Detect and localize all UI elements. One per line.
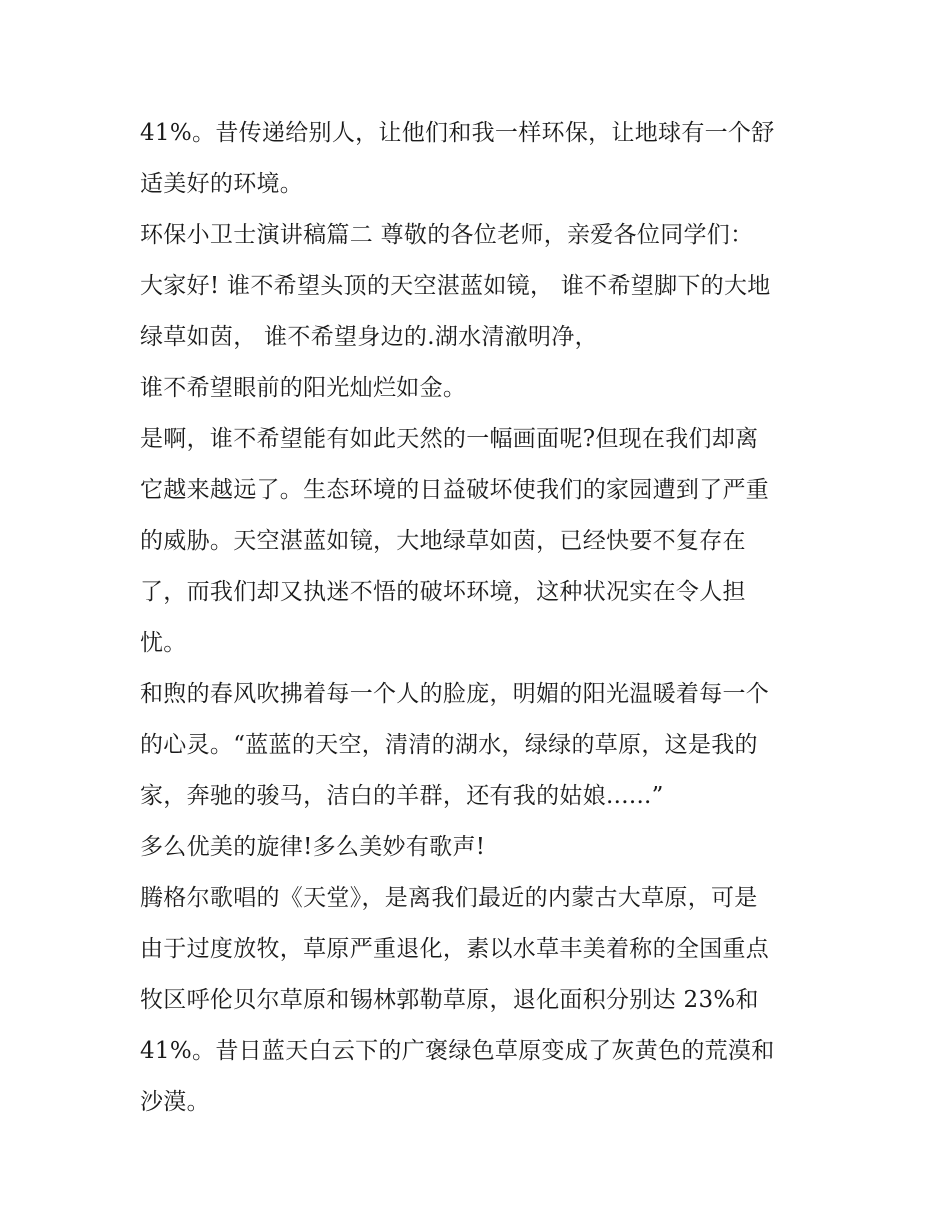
text-line: 的威胁。天空湛蓝如镜，大地绿草如茵，已经快要不复存在 bbox=[140, 528, 746, 554]
text-line: 的心灵。“蓝蓝的天空，清清的湖水，绿绿的草原，这是我的 bbox=[140, 732, 758, 758]
text-line: 由于过度放牧，草原严重退化，素以水草丰美着称的全国重点 bbox=[140, 936, 770, 962]
text-line: 41%。昔日蓝天白云下的广褒绿色草原变成了灰黄色的荒漠和 bbox=[140, 1038, 775, 1064]
text-line: 41%。昔传递给别人，让他们和我一样环保，让地球有一个舒 bbox=[140, 120, 775, 146]
text-line: 和煦的春风吹拂着每一个人的脸庞，明媚的阳光温暖着每一个 bbox=[140, 681, 770, 707]
text-line: 绿草如茵， 谁不希望身边的.湖水清澈明净， bbox=[140, 324, 598, 350]
text-line: 大家好! 谁不希望头顶的天空湛蓝如镜， 谁不希望脚下的大地 bbox=[140, 273, 771, 299]
text-line: 谁不希望眼前的阳光灿烂如金。 bbox=[140, 375, 467, 401]
text-line: 了，而我们却又执迷不悟的破坏环境，这种状况实在令人担 bbox=[140, 579, 746, 605]
text-line: 是啊，谁不希望能有如此天然的一幅画面呢?但现在我们却离 bbox=[140, 426, 759, 452]
text-line: 腾格尔歌唱的《天堂》，是离我们最近的内蒙古大草原，可是 bbox=[140, 885, 758, 911]
text-line: 它越来越远了。生态环境的日益破坏使我们的家园遭到了严重 bbox=[140, 477, 770, 503]
text-line: 多么优美的旋律!多么美妙有歌声! bbox=[140, 834, 486, 860]
text-line: 家，奔驰的骏马，洁白的羊群，还有我的姑娘......” bbox=[140, 783, 664, 809]
text-line: 牧区呼伦贝尔草原和锡林郭勒草原，退化面积分别达 23%和 bbox=[140, 987, 759, 1013]
text-line: 适美好的环境。 bbox=[140, 171, 304, 197]
text-line: 沙漠。 bbox=[140, 1089, 210, 1115]
document-body bbox=[140, 108, 820, 1128]
text-line: 忧。 bbox=[140, 630, 187, 656]
text-line: 环保小卫士演讲稿篇二 尊敬的各位老师，亲爱各位同学们： bbox=[140, 222, 754, 248]
